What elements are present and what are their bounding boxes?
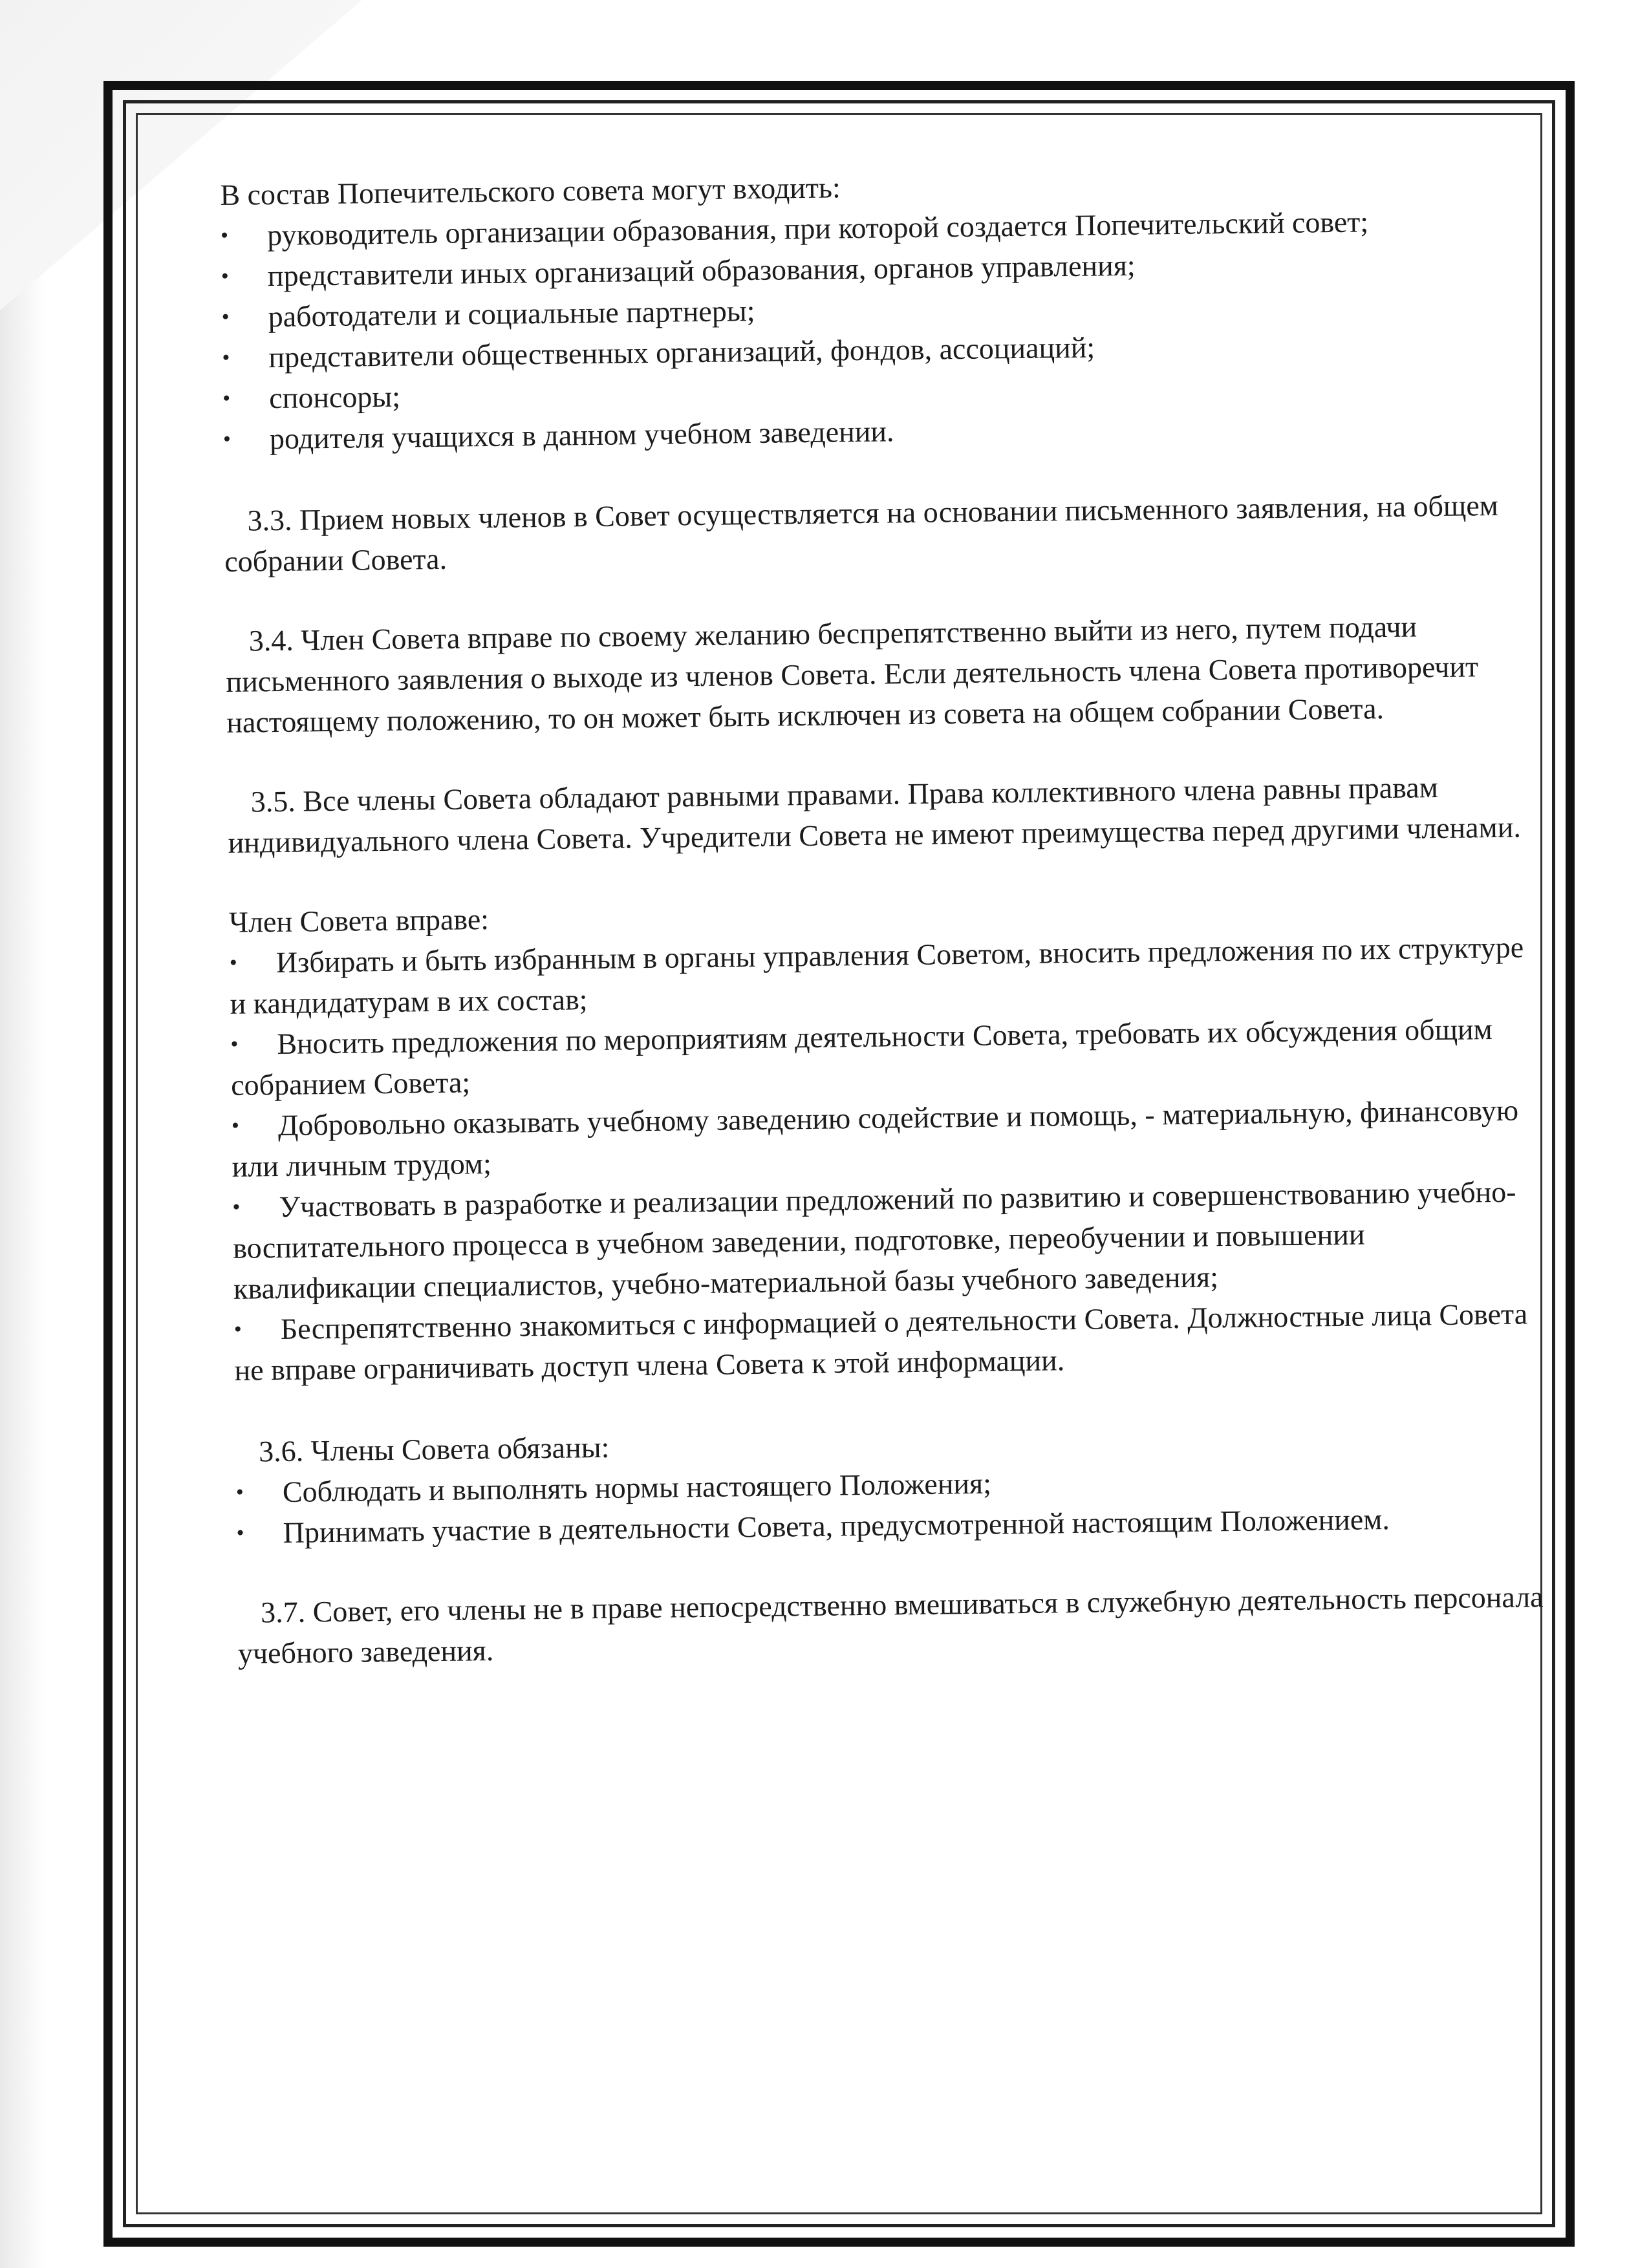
bullet-icon: •	[236, 1521, 244, 1545]
bullet-icon: •	[222, 427, 232, 451]
bullet-icon: •	[232, 1195, 241, 1219]
clause-3-6-heading: 3.6. Члены Совета обязаны:	[258, 1430, 610, 1468]
bullet-icon: •	[233, 1317, 242, 1342]
list-item-text: Вносить предложения по мероприятиям деятельности Совета, требовать их обсуждения общим собранием Совета;	[230, 1012, 1493, 1102]
list-item-text: Беспрепятственно знакомиться с информацией о деятельности Совета. Должностные лица Совета не вправе ограничивать доступ члена Совета к этой информации.	[234, 1297, 1528, 1387]
list-item-text: Соблюдать и выполнять нормы настоящего Положения;	[282, 1466, 992, 1508]
bullet-icon: •	[222, 345, 230, 370]
clause-3-4: 3.4. Член Совета вправе по своему желанию беспрепятственно выйти из него, путем подачи письменного заявления о выходе из членов Совета. Если деятельность члена Совета противоречит настоящему положению, то он может быть исключен из совета на общем собрании Совета.	[226, 610, 1479, 739]
bullet-icon: •	[222, 386, 231, 411]
list-item-text: Добровольно оказывать учебному заведению содействие и помощь, - материальную, финансовую или личным трудом;	[232, 1093, 1519, 1183]
members-intro: В состав Попечительского совета могут входить:	[220, 171, 841, 211]
list-item	[232, 1089, 1538, 1187]
list-item-text: представители иных организаций образования, органов управления;	[267, 248, 1136, 293]
rights-heading: Член Совета вправе:	[228, 903, 490, 939]
bullet-icon: •	[221, 264, 230, 288]
scan-edge-shadow	[0, 0, 45, 2268]
list-item	[230, 926, 1536, 1024]
list-item	[233, 1293, 1540, 1391]
clause-3-7: 3.7. Совет, его члены не в праве непосредственно вмешиваться в служебную деятельность персонала учебного заведения.	[237, 1580, 1544, 1670]
bullet-icon: •	[231, 1113, 240, 1138]
list-item	[230, 1008, 1537, 1106]
list-item-text: работодатели и социальные партнеры;	[268, 294, 755, 334]
bullet-icon: •	[220, 223, 229, 248]
list-item-text: родителя учащихся в данном учебном заведении.	[269, 414, 894, 456]
list-item-text: руководитель организации образования, при которой создается Попечительский совет;	[266, 205, 1369, 252]
duties-list	[236, 1456, 1543, 1554]
bullet-icon: •	[235, 1480, 244, 1504]
document-body	[220, 158, 1544, 1674]
list-item-text: Принимать участие в деятельности Совета, предусмотренной настоящим Положением.	[283, 1503, 1390, 1549]
list-item-text: Участвовать в разработке и реализации предложений по развитию и совершенствованию учебно-воспитательного процесса в учебном заведении, подготовке, переобучении и повышении квалификации специалистов, учебно-материальной базы учебного заведения;	[232, 1175, 1516, 1305]
members-list	[221, 199, 1529, 460]
list-item-text: представители общественных организаций, фондов, ассоциаций;	[268, 330, 1095, 374]
rights-list	[230, 926, 1541, 1391]
bullet-icon: •	[230, 1032, 239, 1056]
list-item-text: Избирать и быть избранным в органы управления Советом, вносить предложения по их структуре и кандидатурам в их состав;	[230, 930, 1524, 1020]
list-item-text: спонсоры;	[268, 380, 401, 415]
bullet-icon: •	[221, 305, 230, 329]
clause-3-3: 3.3. Прием новых членов в Совет осуществляется на основании письменного заявления, на общем собрании Совета.	[224, 488, 1499, 578]
list-item	[232, 1171, 1540, 1309]
bullet-icon: •	[229, 950, 238, 975]
clause-3-5: 3.5. Все члены Совета обладают равными правами. Права коллективного члена равны правам индивидуального члена Совета. Учредители Совета не имеют преимущества перед другими членами.	[228, 771, 1522, 859]
